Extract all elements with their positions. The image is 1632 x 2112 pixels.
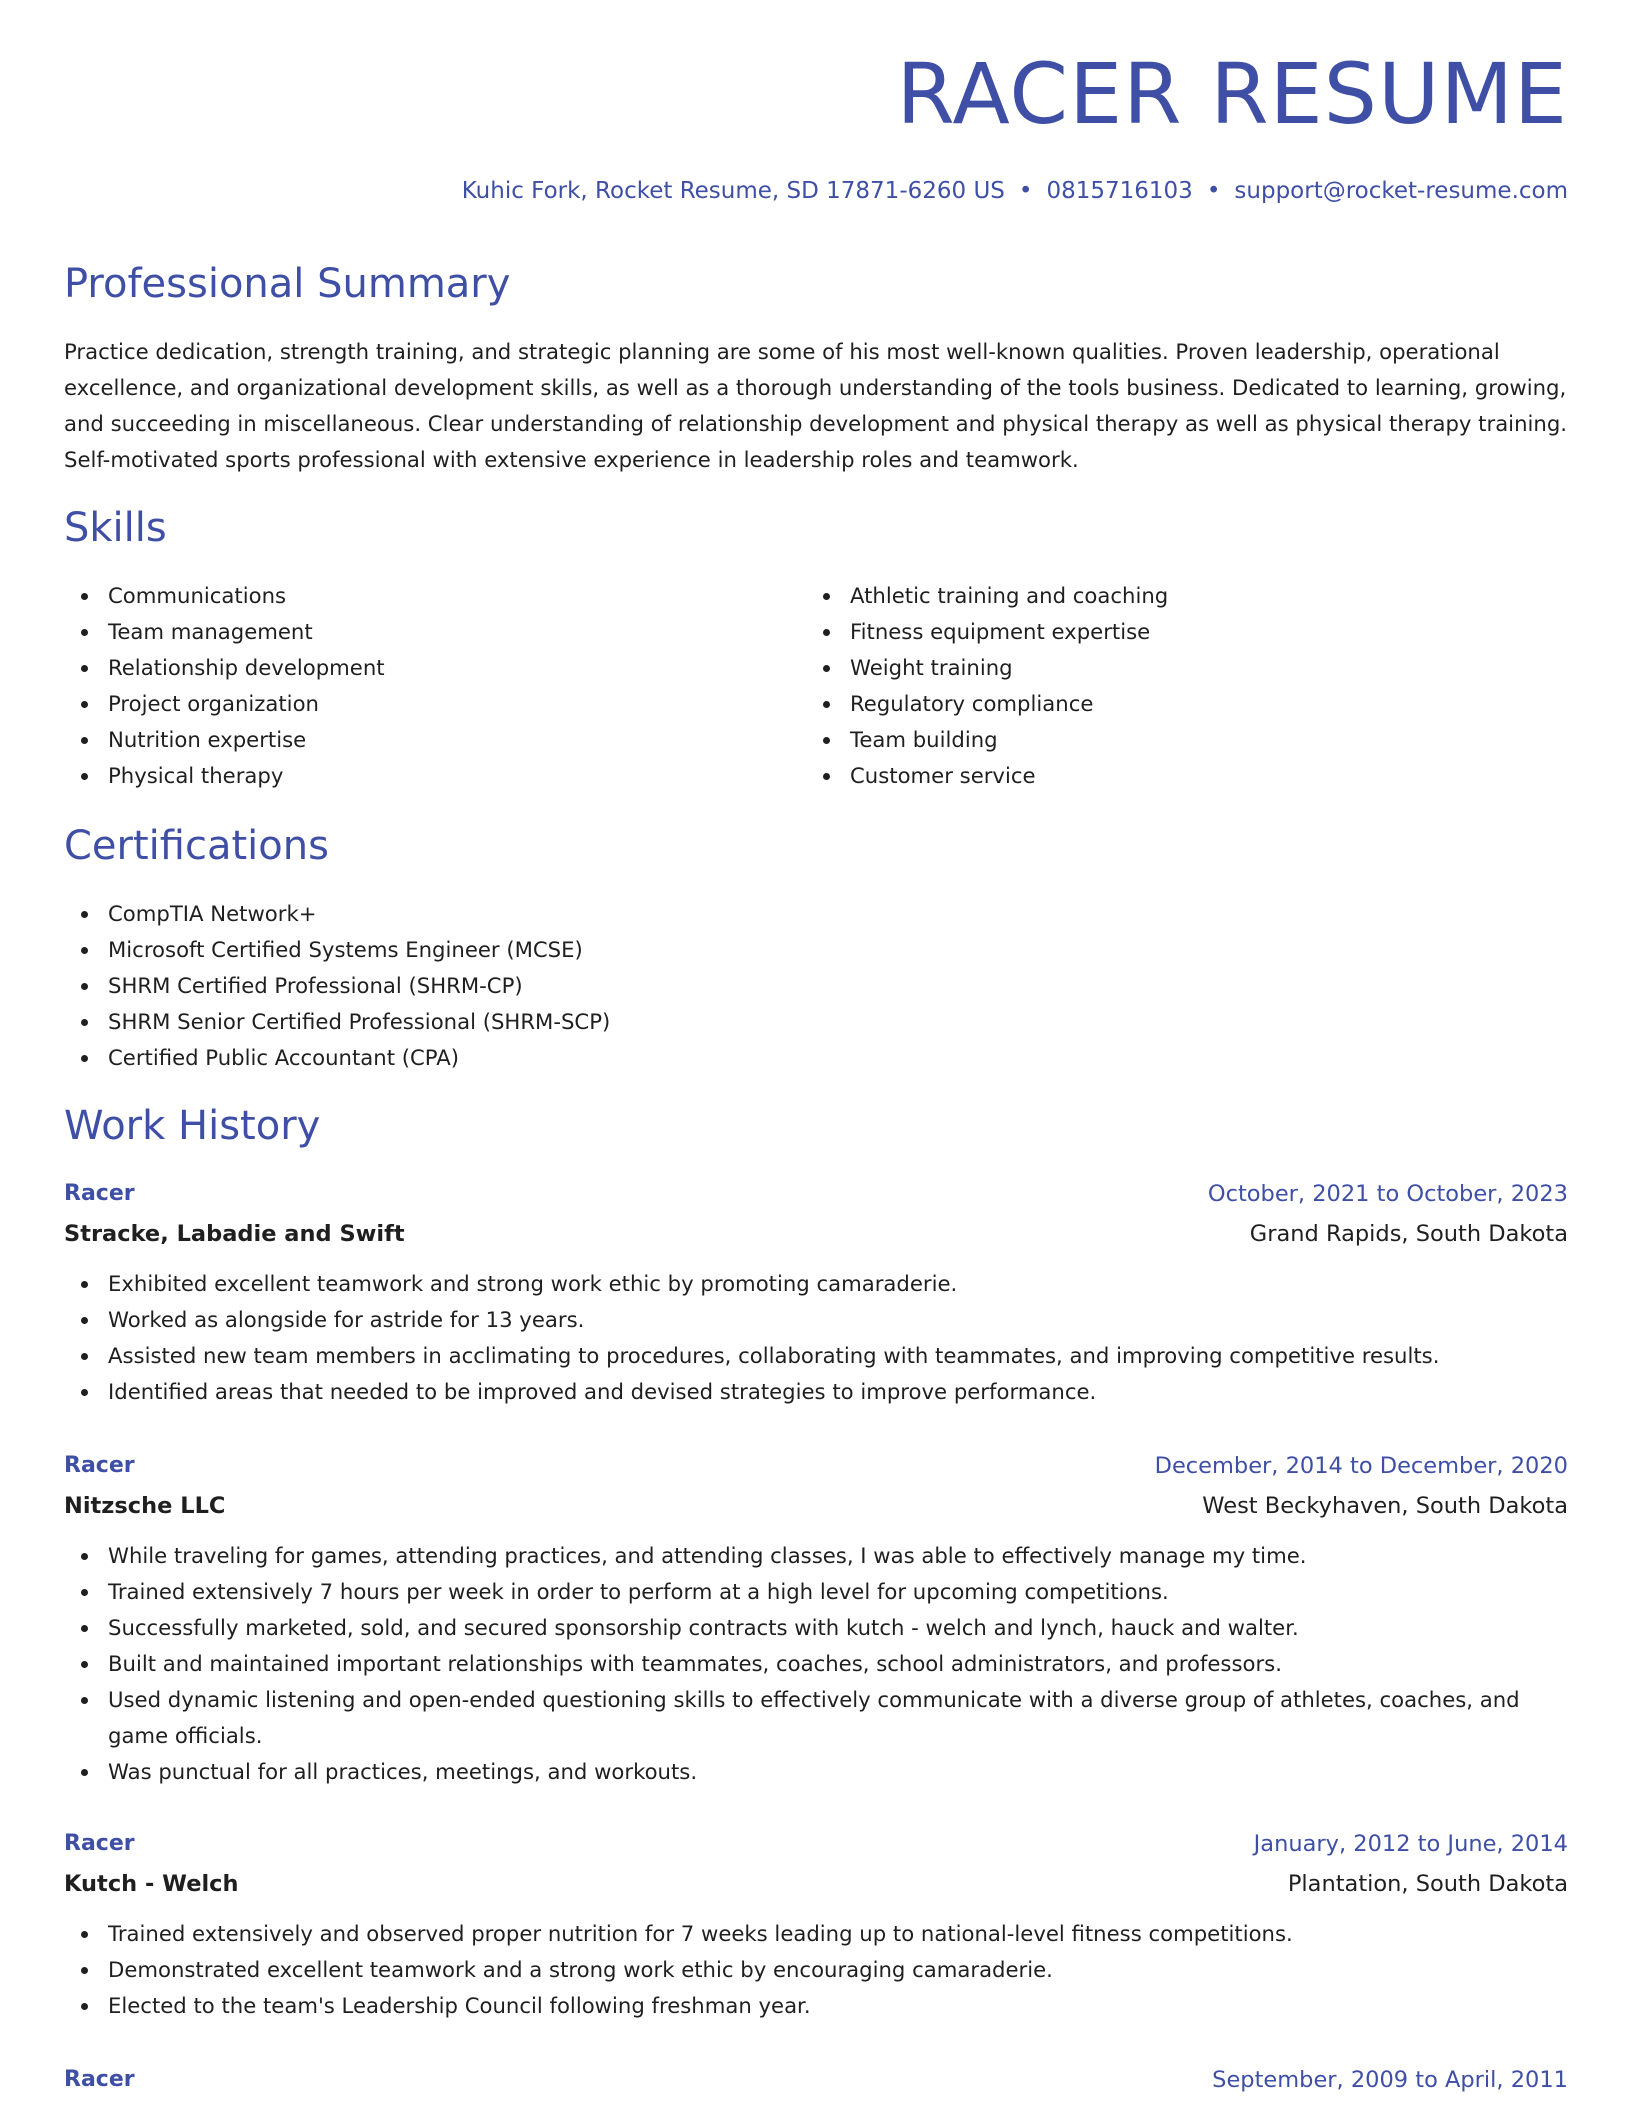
- job-bullet: Was punctual for all practices, meetings, and workouts.: [64, 1754, 1568, 1790]
- job-title: Racer: [64, 1831, 135, 1856]
- summary-heading: Professional Summary: [64, 261, 511, 307]
- job-entry: [64, 1826, 1568, 2024]
- certifications-list: [64, 896, 610, 1076]
- skill-item: Athletic training and coaching: [806, 578, 1168, 614]
- job-bullet: Worked as alongside for astride for 13 years.: [64, 1302, 1568, 1338]
- skill-item: Project organization: [64, 686, 385, 722]
- job-bullet: Demonstrated excellent teamwork and a strong work ethic by encouraging camaraderie.: [64, 1952, 1568, 1988]
- job-entry: [64, 1448, 1568, 1790]
- skill-item: Fitness equipment expertise: [806, 614, 1168, 650]
- job-location: Plantation, South Dakota: [1287, 1871, 1568, 1897]
- certification-item: CompTIA Network+: [64, 896, 610, 932]
- job-title: Racer: [64, 2067, 135, 2092]
- skill-item: Physical therapy: [64, 758, 385, 794]
- skill-item: Regulatory compliance: [806, 686, 1168, 722]
- job-bullet: Exhibited excellent teamwork and strong work ethic by promoting camaraderie.: [64, 1266, 1568, 1302]
- job-bullet: Identified areas that needed to be improved and devised strategies to improve performance.: [64, 1374, 1568, 1410]
- contact-address: Kuhic Fork, Rocket Resume, SD 17871-6260 US: [461, 178, 1005, 204]
- job-company: Kutch - Welch: [64, 1871, 239, 1897]
- job-dates: September, 2009 to April, 2011: [1212, 2067, 1568, 2093]
- job-title: Racer: [64, 1181, 135, 1206]
- certification-item: SHRM Senior Certified Professional (SHRM-SCP): [64, 1004, 610, 1040]
- job-bullet: Trained extensively and observed proper nutrition for 7 weeks leading up to national-level fitness competitions.: [64, 1916, 1568, 1952]
- job-bullet: Trained extensively 7 hours per week in order to perform at a high level for upcoming competitions.: [64, 1574, 1568, 1610]
- skills-heading: Skills: [64, 505, 167, 551]
- work-history-heading: Work History: [64, 1103, 321, 1149]
- job-bullet: Successfully marketed, sold, and secured sponsorship contracts with kutch - welch and lynch, hauck and walter.: [64, 1610, 1568, 1646]
- skill-item: Relationship development: [64, 650, 385, 686]
- job-bullet: Elected to the team's Leadership Council following freshman year.: [64, 1988, 1568, 2024]
- job-title: Racer: [64, 1453, 135, 1478]
- job-dates: October, 2021 to October, 2023: [1207, 1181, 1568, 1207]
- skills-list-left: [64, 578, 385, 794]
- skill-item: Nutrition expertise: [64, 722, 385, 758]
- certifications-heading: Certifications: [64, 823, 329, 869]
- contact-phone: 0815716103: [1046, 178, 1193, 204]
- skill-item: Weight training: [806, 650, 1168, 686]
- resume-name: RACER RESUME: [896, 45, 1568, 143]
- skills-list-right: [806, 578, 1168, 794]
- job-bullet: Used dynamic listening and open-ended questioning skills to effectively communicate with a diverse group of athletes, coaches, and game officials.: [64, 1682, 1568, 1754]
- job-bullets: [64, 1916, 1568, 2024]
- job-company: Stracke, Labadie and Swift: [64, 1221, 405, 1247]
- job-dates: January, 2012 to June, 2014: [1253, 1831, 1568, 1857]
- skill-item: Communications: [64, 578, 385, 614]
- job-location: Grand Rapids, South Dakota: [1249, 1221, 1568, 1247]
- job-dates: December, 2014 to December, 2020: [1154, 1453, 1568, 1479]
- job-location: West Beckyhaven, South Dakota: [1202, 1493, 1568, 1519]
- summary-text: Practice dedication, strength training, and strategic planning are some of his most well-known qualities. Proven leadership, operational excellence, and organizational development skills, as well as a thorough understanding of the tools business. Dedicated to learning, growing, and succeeding in miscellaneous. Clear understanding of relationship development and physical therapy as well as physical therapy training. Self-motivated sports professional with extensive experience in leadership roles and teamwork.: [64, 339, 1567, 472]
- contact-line: [462, 180, 1568, 203]
- job-company: Nitzsche LLC: [64, 1493, 226, 1519]
- job-entry: [64, 2062, 1568, 2102]
- skill-item: Customer service: [806, 758, 1168, 794]
- certification-item: Microsoft Certified Systems Engineer (MCSE): [64, 932, 610, 968]
- contact-separator: •: [1206, 178, 1221, 204]
- job-bullet: Built and maintained important relationships with teammates, coaches, school administrators, and professors.: [64, 1646, 1568, 1682]
- job-bullet: While traveling for games, attending practices, and attending classes, I was able to effectively manage my time.: [64, 1538, 1568, 1574]
- certification-item: SHRM Certified Professional (SHRM-CP): [64, 968, 610, 1004]
- skill-item: Team management: [64, 614, 385, 650]
- job-bullets: [64, 1538, 1568, 1790]
- skill-item: Team building: [806, 722, 1168, 758]
- certification-item: Certified Public Accountant (CPA): [64, 1040, 610, 1076]
- job-entry: [64, 1176, 1568, 1410]
- contact-separator: •: [1018, 178, 1033, 204]
- job-bullet: Assisted new team members in acclimating to procedures, collaborating with teammates, and improving competitive results.: [64, 1338, 1568, 1374]
- contact-email: support@rocket-resume.com: [1234, 178, 1568, 204]
- job-bullets: [64, 1266, 1568, 1410]
